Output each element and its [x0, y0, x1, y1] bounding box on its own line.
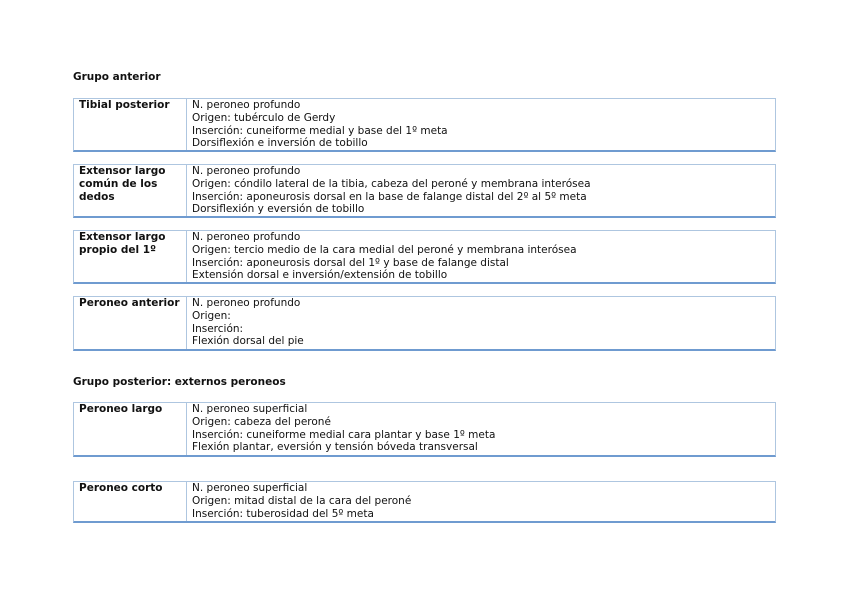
insertion-line: Inserción: cuneiforme medial cara plantar y base 1º meta [192, 428, 496, 441]
action-line: Dorsiflexión y eversión de tobillo [192, 203, 365, 216]
insertion-line: Inserción: [192, 322, 244, 335]
muscle-details [187, 482, 775, 521]
muscle-table-peroneo-largo [73, 402, 776, 457]
insertion-line: Inserción: aponeurosis dorsal en la base de falange distal del 2º al 5º meta [192, 190, 587, 203]
action-line: Extensión dorsal e inversión/extensión de tobillo [192, 269, 448, 282]
section-title-posterior: Grupo posterior: externos peroneos [73, 376, 286, 388]
origin-line: Origen: tercio medio de la cara medial del peroné y membrana interósea [192, 243, 577, 256]
muscle-name: Peroneo anterior [74, 297, 187, 349]
muscle-name: Peroneo largo [74, 403, 187, 455]
muscle-name: Tibial posterior [74, 99, 187, 150]
origin-line: Origen: mitad distal de la cara del peroné [192, 494, 412, 507]
origin-line: Origen: [192, 309, 231, 322]
muscle-table-tibial-posterior [73, 98, 776, 152]
muscle-name: Extensor largo común de los dedos [74, 165, 187, 216]
muscle-table-peroneo-anterior [73, 296, 776, 351]
nerve-line: N. peroneo profundo [192, 99, 301, 111]
origin-line: Origen: tubérculo de Gerdy [192, 111, 336, 124]
muscle-details [187, 297, 775, 349]
origin-line: Origen: cóndilo lateral de la tibia, cabeza del peroné y membrana interósea [192, 177, 591, 190]
insertion-line: Inserción: tuberosidad del 5º meta [192, 507, 374, 520]
action-line: Flexión dorsal del pie [192, 335, 304, 348]
insertion-line: Inserción: cuneiforme medial y base del 1º meta [192, 124, 448, 137]
muscle-table-extensor-largo-comun [73, 164, 776, 218]
nerve-line: N. peroneo superficial [192, 403, 308, 415]
nerve-line: N. peroneo profundo [192, 297, 301, 309]
section-title-anterior: Grupo anterior [73, 71, 161, 83]
nerve-line: N. peroneo profundo [192, 231, 301, 243]
muscle-name: Extensor largo propio del 1º [74, 231, 187, 282]
insertion-line: Inserción: aponeurosis dorsal del 1º y base de falange distal [192, 256, 509, 269]
muscle-details [187, 165, 775, 216]
nerve-line: N. peroneo superficial [192, 482, 308, 494]
muscle-table-peroneo-corto [73, 481, 776, 523]
muscle-name: Peroneo corto [74, 482, 187, 521]
muscle-details [187, 403, 775, 455]
origin-line: Origen: cabeza del peroné [192, 415, 331, 428]
muscle-details [187, 99, 775, 150]
action-line: Dorsiflexión e inversión de tobillo [192, 137, 368, 150]
action-line: Flexión plantar, eversión y tensión bóveda transversal [192, 441, 478, 454]
nerve-line: N. peroneo profundo [192, 165, 301, 177]
muscle-details [187, 231, 775, 282]
muscle-table-extensor-largo-propio [73, 230, 776, 284]
